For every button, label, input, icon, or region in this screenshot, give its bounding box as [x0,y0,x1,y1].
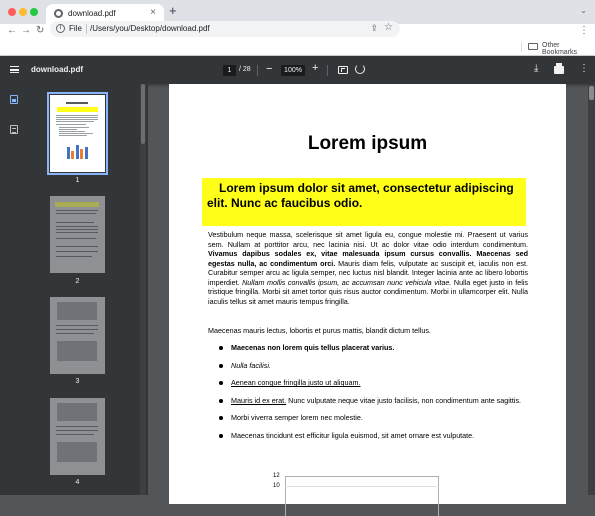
thumbnails-view-icon[interactable] [10,95,18,104]
body-paragraph [208,230,528,306]
zoom-in-button[interactable]: + [312,62,319,74]
share-icon[interactable]: ⇪ [370,23,378,33]
thumb-line [56,232,98,233]
url-text[interactable]: /Users/you/Desktop/download.pdf [90,24,210,33]
close-window-button[interactable] [8,8,16,16]
thumb-line [56,251,98,252]
toolbar-divider [257,65,258,76]
new-tab-button[interactable]: + [169,3,177,18]
page-thumbnail-3[interactable] [50,297,105,374]
page-thumbnail-4[interactable] [50,398,105,475]
main-scrollbar[interactable] [588,84,595,495]
chart-gridline [285,486,439,487]
thumb-bar [85,147,88,159]
paragraph-text: Mauris diam felis, vulputate ac suscipit et, iaculis non est. Curabitur semper arcu ac ligula semper, nec luctus nisl blandit. Integer lacinia ante ac libero lobortis imperdiet. [208,258,528,287]
browser-toolbar [0,24,595,38]
thumbnail-sidebar [0,84,148,495]
thumb-line [56,121,94,122]
thumb-line [56,329,98,330]
thumb-line [56,238,96,239]
list-item [215,378,533,388]
thumb-line [56,124,86,125]
thumb-image [57,442,97,462]
list-item [215,343,533,353]
browser-menu-button[interactable]: ⋮ [579,25,589,36]
maximize-window-button[interactable] [30,8,38,16]
list-item-text: Maecenas tincidunt est efficitur ligula euismod, sit amet ornare est vulputate. [231,430,475,440]
embedded-chart [273,469,443,509]
chart-tick-label: 12 [273,473,280,479]
sidebar-scroll-handle[interactable] [141,84,145,144]
list-item-text: Nunc vulputate neque vitae justo facilisis, non condimentum ante sagittis. [286,395,522,405]
main-scroll-handle[interactable] [589,86,594,100]
other-bookmarks[interactable]: Other Bookmarks [542,42,578,56]
list-item [215,396,533,406]
scheme-label: File [69,24,82,33]
page-thumbnail-2[interactable] [50,196,105,273]
page-number-input[interactable]: 1 [223,65,236,76]
pdf-file-name: download.pdf [31,65,83,74]
thumb-line [56,426,98,427]
thumb-line [59,127,89,128]
sidebar-scrollbar[interactable] [140,84,146,495]
thumb-line [56,325,98,326]
thumb-line [56,119,98,120]
fit-to-page-icon[interactable] [338,66,348,74]
reload-button[interactable]: ↻ [36,25,45,36]
page-total: / 28 [239,66,251,73]
thumb-highlight [57,107,98,112]
thumbnail-number: 4 [75,479,80,486]
thumb-line [56,210,98,211]
thumb-bar [80,149,83,159]
list-item-link[interactable]: Mauris id ex erat. [231,395,287,405]
thumb-bar [67,147,70,159]
thumb-line [56,333,94,334]
folder-icon [528,43,538,50]
bookmark-star-icon[interactable]: ☆ [384,22,393,33]
thumbnail-number: 1 [75,177,80,184]
page-thumbnail-1[interactable] [50,95,105,172]
tab-title: download.pdf [68,9,116,18]
more-actions-icon[interactable]: ⋮ [579,63,589,74]
pdf-page [169,84,566,504]
list-item [215,361,533,371]
forward-button[interactable]: → [21,25,31,36]
tab-search-button[interactable]: ⌄ [580,6,587,15]
bookmarks-divider [521,42,522,52]
thumb-line [56,226,98,227]
thumbnail-number: 2 [75,278,80,285]
zoom-level-input[interactable]: 100% [281,65,305,76]
minimize-window-button[interactable] [19,8,27,16]
thumb-line [56,229,98,230]
thumb-line [56,246,98,247]
zoom-out-button[interactable]: − [266,63,273,75]
thumb-title [66,102,88,104]
thumb-line [59,135,87,136]
bookmarks-bar [0,38,595,56]
toolbar-divider [327,65,328,76]
thumb-line [59,131,85,132]
info-icon[interactable]: i [56,24,65,33]
download-icon[interactable]: ⤓ [534,63,539,74]
thumb-line [56,213,96,214]
thumb-highlight [55,202,99,207]
list-item-link[interactable]: Aenean congue fringilla justo ut aliquam. [231,378,361,387]
close-tab-button[interactable]: × [150,7,156,18]
chart-frame [285,476,439,516]
thumb-bar [76,145,79,159]
print-icon[interactable] [554,66,564,74]
thumb-image [57,341,97,361]
thumb-image [57,302,97,320]
globe-icon [54,9,63,18]
thumb-line [56,117,98,118]
back-button[interactable]: ← [7,25,17,36]
bold-text: Vivamus dapibus sodales ex, vitae malesuada ipsum cursus convallis. Maecenas sed egestas nulla, ac condimentum orci. [208,249,528,268]
thumb-line [59,129,77,130]
italic-text: Nullam mollis convallis ipsum, ac accumsan nunc vehicula vitae. [242,277,452,287]
highlighted-heading: Lorem ipsum dolor sit amet, consectetur adipiscing elit. Nunc ac faucibus odio. [207,181,514,210]
rotate-icon[interactable] [355,64,365,74]
menu-icon[interactable] [10,66,19,73]
list-item-text: Morbi viverra semper lorem nec molestie. [231,413,363,422]
document-title: Lorem ipsum [307,133,428,154]
paragraph-text: Vestibulum neque massa, scelerisque sit amet ligula eu, congue molestie mi. Praesent ut varius sem. Nullam at porttitor arcu, nec lacinia nisi. Ut ac dolor vitae odio interdum condimentum. [208,230,528,249]
address-bar[interactable] [50,21,400,37]
list-item [215,413,533,423]
document-outline-icon[interactable] [10,125,18,134]
paragraph-text: Nulla eget justo in felis tristique fringilla. Morbi sit amet tortor quis risus auctor condimentum. Morbi in ullamcorper elit. Nulla iaculis tellus sit amet mauris tempus fringilla. [208,277,528,306]
thumbnail-number: 3 [75,378,80,385]
list-item [215,431,533,441]
chart-tick-label: 10 [273,483,280,489]
list-item-text: Maecenas non lorem quis tellus placerat varius. [231,343,395,352]
thumb-bar [71,151,74,159]
thumb-line [56,256,92,257]
thumb-line [56,222,94,223]
thumb-line [56,430,98,431]
omnibox-divider [86,24,87,34]
pdf-toolbar [0,56,595,84]
thumb-image [57,403,97,421]
bullet-list [215,343,533,448]
list-item-text: Nulla facilisi. [231,360,271,370]
thumb-line [59,133,93,134]
thumb-line [56,115,98,116]
thumb-line [56,434,94,435]
body-paragraph-2: Maecenas mauris lectus, lobortis et purus mattis, blandit dictum tellus. [208,326,431,335]
